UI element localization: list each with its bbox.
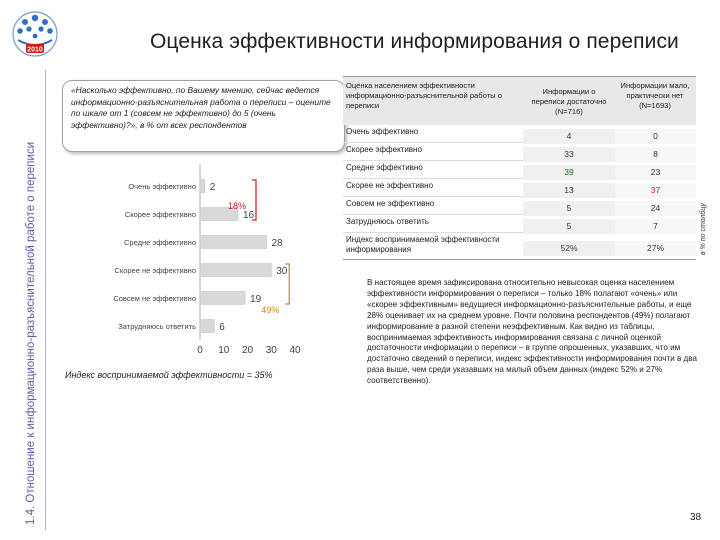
cell-little: 0 [615,129,696,144]
table-row [343,125,696,143]
category-label: Очень эффективно [128,182,196,191]
summary-paragraph: В настоящее время зафиксирована относительно невысокая оценка населением эффективности информирования о переписи – только 18% полагают «очень» или «скорее эффективным» ведущиеся информационно-разъяснительные работы, и еще 28% оценивает их на среднем уровне. Почти половина респондентов (49%) полагают информирование в разной степени неэффективным. Как видно из таблицы, воспринимаемая эффективность информирования связана с личной оценкой достаточности информации о переписи – в группе опрошенных, указавших, что им достаточно сведений о переписи, индекс эффективности информирования почти в два раза выше, чем среди указавших на малый объем данных (индекс 52% и 27% соответственно). [367,278,697,386]
crosstab-table [343,76,696,260]
cell-enough: 33 [523,147,615,162]
question-box: «Насколько эффективно, по Вашему мнению, сейчас ведется информационно-разъяснительная работа о переписи – оцените по шкале от 1 (совсем не эффективно) до 5 (очень эффективно)?», в % от всех респондентов [62,80,345,152]
category-label: Средне эффективно [124,238,196,247]
slide-title: Оценка эффективности информирования о переписи [150,30,679,53]
table-row [343,215,696,233]
category-label: Совсем не эффективно [113,294,196,303]
cell-enough: 39 [523,165,615,180]
category-label: Затрудняюсь ответить [118,322,196,331]
side-divider [45,70,46,530]
header-col-little: Информации мало, практически нет (N=1693) [620,81,690,110]
row-label: Средне эффективно [346,163,423,172]
section-title: 1.4. Отношение к информационно-разъяснительной работе о переписи [25,141,37,525]
cell-enough: 13 [523,183,615,198]
cell-little: 37 [615,183,696,198]
value-label: 6 [219,322,225,333]
logo-year: 2010 [27,46,43,54]
row-label: Затрудняюсь ответить [346,217,429,226]
bar [200,320,214,333]
group-percent-label: 49% [261,305,280,315]
row-label: Очень эффективно [346,127,419,136]
x-tick-label: 30 [265,345,277,356]
column-note: в % по столбцу [700,203,707,255]
cell-enough: 5 [523,219,615,234]
group-percent-label: 18% [228,201,247,211]
bar [200,236,267,249]
row-label: Скорее эффективно [346,145,422,154]
x-tick-label: 0 [197,345,203,356]
x-tick-label: 40 [289,345,301,356]
value-label: 30 [276,266,288,277]
table-row [343,179,696,197]
category-label: Скорее не эффективно [114,266,196,275]
table-row [343,161,696,179]
value-label: 2 [209,182,216,193]
table-header [343,76,696,125]
cell-enough: 52% [523,241,615,256]
page-number: 38 [690,512,702,523]
index-note: Индекс воспринимаемой эффективности = 35% [65,370,273,380]
table-row [343,197,696,215]
header-col-rating: Оценка населением эффективности информационно-разъяснительной работы о переписи [346,81,502,110]
cell-little: 24 [615,201,696,216]
bar [200,180,205,193]
table-row [343,143,696,161]
cell-little: 7 [615,219,696,234]
bar [200,264,271,277]
bar-chart [60,160,360,360]
x-tick-label: 10 [218,345,230,356]
bar [200,292,245,305]
cell-little: 23 [615,165,696,180]
value-label: 16 [243,210,255,221]
x-tick-label: 20 [241,345,254,356]
cell-little: 27% [615,241,696,256]
row-label: Индекс воспринимаемой эффективности информирования [346,235,500,254]
header-col-enough: Информации о переписи достаточно (N=716) [531,87,607,116]
cell-little: 8 [615,147,696,162]
row-label: Совсем не эффективно [346,199,435,208]
category-label: Скорее эффективно [124,210,196,219]
table-row-index [343,233,696,260]
cell-enough: 5 [523,201,615,216]
value-label: 28 [271,238,283,249]
census-logo [6,8,64,64]
row-label: Скорее не эффективно [346,181,434,190]
cell-enough: 4 [523,129,615,144]
value-label: 19 [250,294,262,305]
